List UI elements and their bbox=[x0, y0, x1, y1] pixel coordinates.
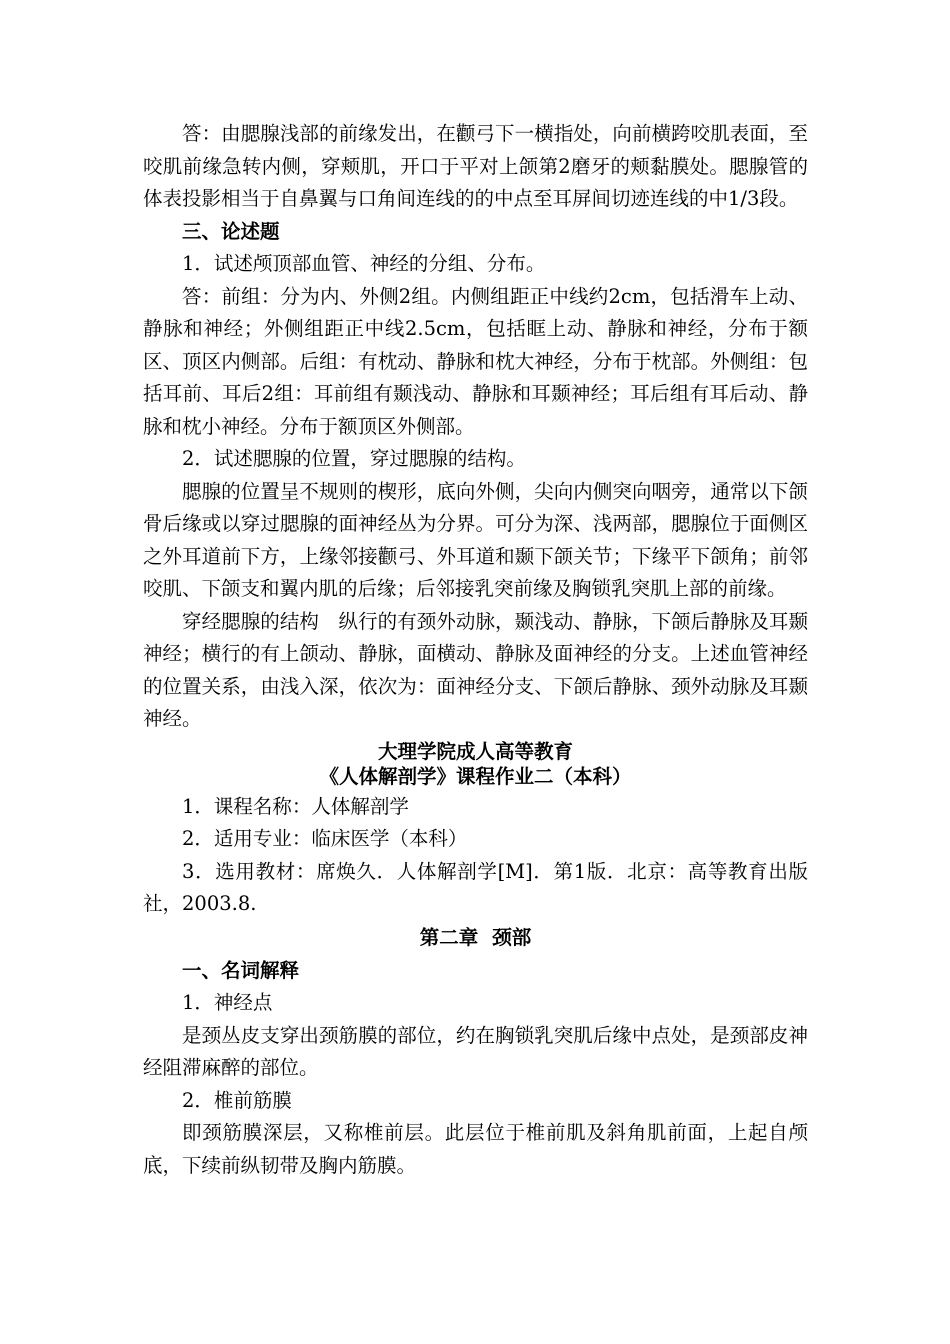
chapter-name: 颈部 bbox=[492, 925, 532, 949]
term-1: 1．神经点 bbox=[182, 991, 273, 1014]
answer-parotid-duct: 答：由腮腺浅部的前缘发出，在颧弓下一横指处，向前横跨咬肌表面，至咬肌前缘急转内侧，穿颊肌，开口于平对上颌第2磨牙的颊黏膜处。腮腺管的体表投影相当于自鼻翼与口角间连线的的中点至耳屏间切迹连线的中1/3段。 bbox=[143, 122, 808, 210]
term-2: 2．椎前筋膜 bbox=[182, 1088, 292, 1112]
answer-1: 答：前组：分为内、外侧2组。内侧组距正中线约2cm，包括滑车上动、静脉和神经；外侧组距正中线2.5cm，包括眶上动、静脉和神经，分布于额区、顶区内侧部。后组：有枕动、静脉和枕大神经，分布于枕部。外侧组：包括耳前、耳后2组：耳前组有颞浅动、静脉和耳颞神经；耳后组有耳后动、静脉和枕小神经。分布于额顶区外侧部。 bbox=[143, 284, 808, 438]
document-page bbox=[143, 118, 808, 1182]
course-info-name: 1．课程名称：人体解剖学 bbox=[182, 794, 409, 818]
term-1-definition: 是颈丛皮支穿出颈筋膜的部位，约在胸锁乳突肌后缘中点处，是颈部皮神经阻滞麻醉的部位。 bbox=[143, 1023, 808, 1079]
question-2: 2．试述腮腺的位置，穿过腮腺的结构。 bbox=[182, 447, 526, 470]
term-2-definition: 即颈筋膜深层，又称椎前层。此层位于椎前肌及斜角肌前面，上起自颅底，下续前纵韧带及胸内筋膜。 bbox=[143, 1121, 808, 1177]
course-info-major: 2．适用专业：临床医学（本科） bbox=[182, 827, 468, 850]
answer-2-structures: 穿经腮腺的结构 纵行的有颈外动脉，颞浅动、静脉，下颌后静脉及耳颞神经；横行的有上颌动、静脉，面横动、静脉及面神经的分支。上述血管神经的位置关系，由浅入深，依次为：面神经分支、下颌后静脉、颈外动脉及耳颞神经。 bbox=[143, 609, 808, 730]
course-info-textbook: 3．选用教材：席焕久．人体解剖学[M]．第1版．北京：高等教育出版社，2003.8. bbox=[143, 859, 808, 915]
chapter-heading bbox=[143, 921, 808, 955]
course-title: 《人体解剖学》课程作业二（本科） bbox=[319, 764, 632, 788]
chapter-number: 第二章 bbox=[419, 925, 479, 949]
section-3-heading: 三、论述题 bbox=[182, 219, 280, 243]
answer-2-position: 腮腺的位置呈不规则的楔形，底向外侧，尖向内侧突向咽旁，通常以下颌骨后缘或以穿过腮腺的面神经丛为分界。可分为深、浅两部，腮腺位于面侧区之外耳道前下方，上缘邻接颧弓、外耳道和颞下颌关节；下缘平下颌角；前邻咬肌、下颌支和翼内肌的后缘；后邻接乳突前缘及胸锁乳突肌上部的前缘。 bbox=[143, 479, 808, 600]
section-1-heading: 一、名词解释 bbox=[182, 958, 300, 982]
question-1: 1．试述颅顶部血管、神经的分组、分布。 bbox=[182, 252, 546, 275]
school-title: 大理学院成人高等教育 bbox=[377, 739, 573, 763]
